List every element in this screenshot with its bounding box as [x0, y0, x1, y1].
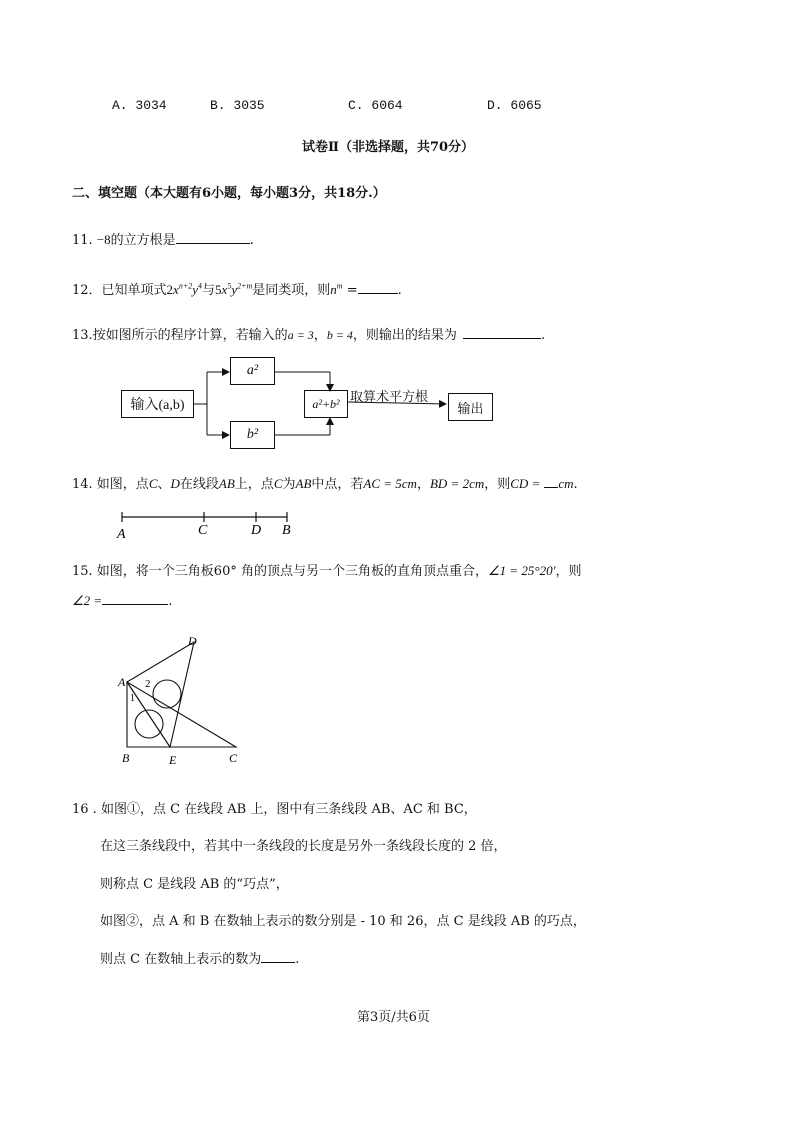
q12-same: 是同类项，则	[252, 283, 331, 298]
q14-period: .	[573, 477, 578, 492]
q14-unit: cm	[558, 476, 574, 491]
page-footer: 第3页/共6页	[357, 1010, 430, 1025]
q14-text4: 为	[282, 477, 296, 492]
q13-comma: ，	[313, 328, 327, 343]
q13-text2: ，则输出的结果为	[352, 328, 457, 343]
q14-text1: 14. 如图，点	[72, 477, 149, 492]
q16-answer-blank[interactable]	[261, 950, 295, 963]
q14-segment-ab2: AB	[295, 476, 312, 491]
choice-c: C. 6064	[348, 98, 403, 113]
section-title: 试卷Ⅱ（非选择题，共70分）	[302, 140, 475, 155]
question-15-line1	[72, 560, 581, 579]
flowchart-output-box	[448, 393, 493, 421]
q12-ask-exp: m	[336, 281, 343, 291]
q14-ac: AC = 5cm	[363, 476, 417, 491]
label-angle-1: 1	[130, 693, 135, 704]
q14-cd: CD =	[510, 476, 541, 491]
segment-label-d: D	[251, 523, 262, 538]
q14-sep: 、	[157, 477, 171, 492]
segment-figure	[110, 508, 300, 542]
q15-period: .	[168, 594, 173, 609]
choice-b: B. 3035	[210, 98, 265, 113]
label-d: D	[188, 634, 197, 648]
q13-b-value: b = 4	[326, 328, 353, 342]
q16-text5: 则点 C 在数轴上表示的数为	[100, 952, 262, 967]
q14-bd: BD = 2cm	[429, 476, 485, 491]
flowchart-input-box	[121, 390, 194, 418]
q11-text: 的立方根是	[110, 233, 176, 248]
flowchart-output-label: 输出	[457, 400, 484, 416]
question-16-line1: 16 . 如图①，点 C 在线段 AB 上，图中有三条线段 AB、AC 和 BC，	[72, 802, 477, 817]
flowchart-a-squared-box	[230, 357, 275, 385]
q14-segment-ab: AB	[218, 476, 235, 491]
q14-answer-blank[interactable]	[544, 475, 558, 488]
q14-text3: 上，点	[234, 477, 274, 492]
q15-then: ，则	[555, 564, 582, 579]
triangle-hole-2	[135, 710, 163, 738]
q11-number: 11.	[72, 233, 93, 248]
q13-a-value: a = 3	[287, 328, 314, 342]
question-14	[72, 473, 578, 492]
flowchart-sqrt-label: 取算术平方根	[350, 390, 429, 405]
flowchart-input-label: 输入(a,b)	[130, 398, 185, 413]
q15-angle2: ∠2 =	[72, 593, 103, 608]
flowchart-sum-box	[304, 390, 348, 418]
q13-text1: 13.按如图所示的程序计算，若输入的	[72, 328, 288, 343]
choice-d: D. 6065	[487, 98, 542, 113]
q12-ask-base: n	[330, 282, 337, 297]
q14-text6: ，则	[484, 477, 511, 492]
q11-period: .	[249, 233, 254, 248]
q14-point-c: C	[148, 476, 158, 491]
q14-text2: 在线段	[179, 477, 219, 492]
label-b: B	[122, 751, 130, 765]
flowchart-b-squared-box	[230, 421, 275, 449]
question-16-line4: 如图②，点 A 和 B 在数轴上表示的数分别是 - 10 和 26，点 C 是线段 AB 的巧点，	[100, 914, 586, 929]
question-16-line3: 则称点 C 是线段 AB 的“巧点”，	[100, 877, 289, 892]
q11-expr: −8	[96, 232, 111, 247]
q14-point-d: D	[170, 476, 180, 491]
q15-text1: 15. 如图，将一个三角板60° 角的顶点与另一个三角板的直角顶点重合，	[72, 564, 488, 579]
q12-monomial-2: $5x^5y^{2+m}$	[215, 281, 253, 297]
segment-label-b: B	[282, 523, 291, 538]
q14-point-c2: C	[273, 476, 283, 491]
choice-a: A. 3034	[112, 98, 167, 113]
label-c: C	[229, 751, 238, 765]
flowchart-sum-label: a²+b²	[312, 396, 340, 411]
q15-answer-blank[interactable]	[102, 592, 168, 605]
q13-period: .	[540, 328, 546, 343]
q12-period: .	[397, 283, 402, 298]
q14-comma: ，	[416, 477, 430, 492]
question-16-line5	[100, 948, 299, 967]
question-15-line2	[72, 592, 172, 609]
q15-angle: ∠1 = 25°20′	[487, 563, 556, 578]
label-a: A	[118, 675, 126, 689]
question-16-line2: 在这三条线段中，若其中一条线段的长度是另外一条线段长度的 2 倍，	[100, 839, 507, 854]
segment-label-c: C	[198, 523, 208, 538]
q16-period: .	[295, 952, 300, 967]
part-header: 二、填空题（本大题有6小题，每小题3分，共18分.）	[72, 186, 386, 201]
triangle-hole-1	[153, 680, 181, 708]
q12-eq: =	[342, 283, 358, 298]
segment-label-a: A	[117, 527, 126, 542]
flowchart-b-squared-label: b²	[246, 427, 259, 442]
flowchart-a-squared-label: a²	[246, 363, 259, 378]
label-angle-2: 2	[145, 678, 151, 690]
q12-intro: 12．已知单项式	[72, 283, 167, 298]
q12-with: 与	[202, 283, 216, 298]
label-e: E	[169, 753, 177, 767]
triangle-figure	[110, 630, 250, 770]
q14-text5: 中点，若	[311, 477, 364, 492]
q12-monomial-1: $2x^{n+2}y^4$	[166, 281, 203, 297]
